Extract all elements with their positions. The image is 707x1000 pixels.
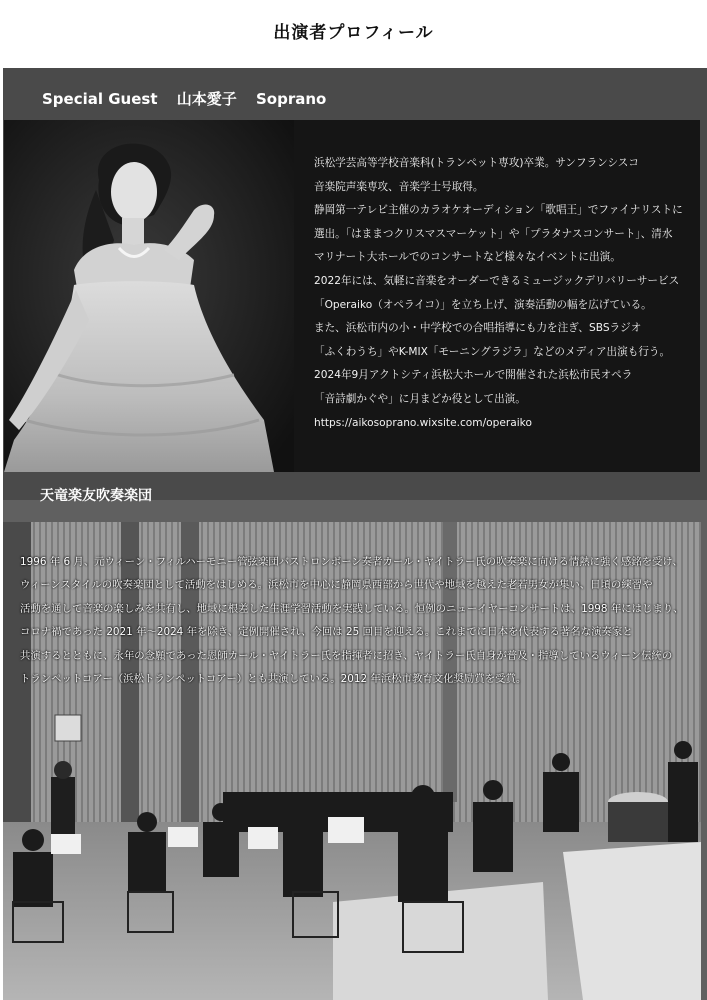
website-link[interactable]: https://aikosoprano.wixsite.com/operaiko bbox=[314, 416, 532, 429]
guest-biography bbox=[314, 152, 694, 435]
guest-heading bbox=[42, 88, 340, 109]
bio-line: 2022年には、気軽に音楽をオーダーできるミュージックデリバリーサービス bbox=[314, 274, 680, 287]
history-line: 活動を通して音楽の楽しみを共有し、地域に根差した生涯学習活動を実践している。恒例のニューイヤーコンサートは、1998 年にはじまり、 bbox=[20, 602, 684, 615]
bio-line: マリナート大ホールでのコンサートなど様々なイベントに出演。 bbox=[314, 251, 621, 264]
history-line: ウィーンスタイルの吹奏楽団として活動をはじめる。浜松市を中心に静岡県西部から世代や地域を越えた老若男女が集い、日頃の練習や bbox=[20, 579, 653, 592]
bio-line: 選出。「はままつクリスマスマーケット」や「プラタナスコンサート」、清水 bbox=[314, 227, 673, 240]
bio-line: 音楽院声楽専攻、音楽学士号取得。 bbox=[314, 180, 484, 193]
history-line: コロナ禍であった 2021 年～2024 年を除き、定例開催され、今回は 25 回目を迎える。これまでに日本を代表する著名な演奏家と bbox=[20, 626, 633, 639]
bio-line: 「音詩劇かぐや」に月まどか役として出演。 bbox=[314, 392, 526, 405]
bio-line: 「ふくわうち」やK-MIX「モーニングラジラ」などのメディア出演も行う。 bbox=[314, 345, 671, 358]
history-line: 1996 年 6 月、元ウィーン・フィルハーモニー管弦楽団バストロンボーン奏者カール・ヤイトラー氏の吹奏楽に向ける情熱に強く感銘を受け、 bbox=[20, 556, 683, 568]
guest-label: Special Guest bbox=[42, 90, 158, 108]
band-heading: 天竜楽友吹奏楽団 bbox=[40, 488, 152, 504]
singer-portrait-image bbox=[4, 120, 294, 472]
guest-name: 山本愛子 bbox=[176, 90, 237, 108]
history-line: 共演するとともに、永年の念願であった恩師カール・ヤイトラー氏を指揮者に招き、ヤイトラー氏自身が普及・指導しているウィーン伝統の bbox=[20, 649, 673, 662]
guest-role: Soprano bbox=[255, 90, 327, 108]
bio-line: 「Operaiko（オペライコ）」を立ち上げ、演奏活動の幅を広げている。 bbox=[314, 298, 652, 311]
bio-line: 2024年9月アクトシティ浜松大ホールで開催された浜松市民オペラ bbox=[314, 369, 633, 382]
band-history bbox=[20, 551, 700, 691]
page-title: 出演者プロフィール bbox=[273, 23, 434, 43]
bio-line: 浜松学芸高等学校音楽科(トランペット専攻)卒業。サンフランシスコ bbox=[314, 157, 639, 169]
bio-line: 静岡第一テレビ主催のカラオケオーディション「歌唱王」でファイナリストに bbox=[314, 204, 683, 217]
bio-line: また、浜松市内の小・中学校での合唱指導にも力を注ぎ、SBSラジオ bbox=[314, 322, 642, 335]
history-line: トランペットコアー（浜松トランペットコアー）とも共演している。2012 年浜松市教育文化奨励賞を受賞。 bbox=[20, 673, 527, 686]
